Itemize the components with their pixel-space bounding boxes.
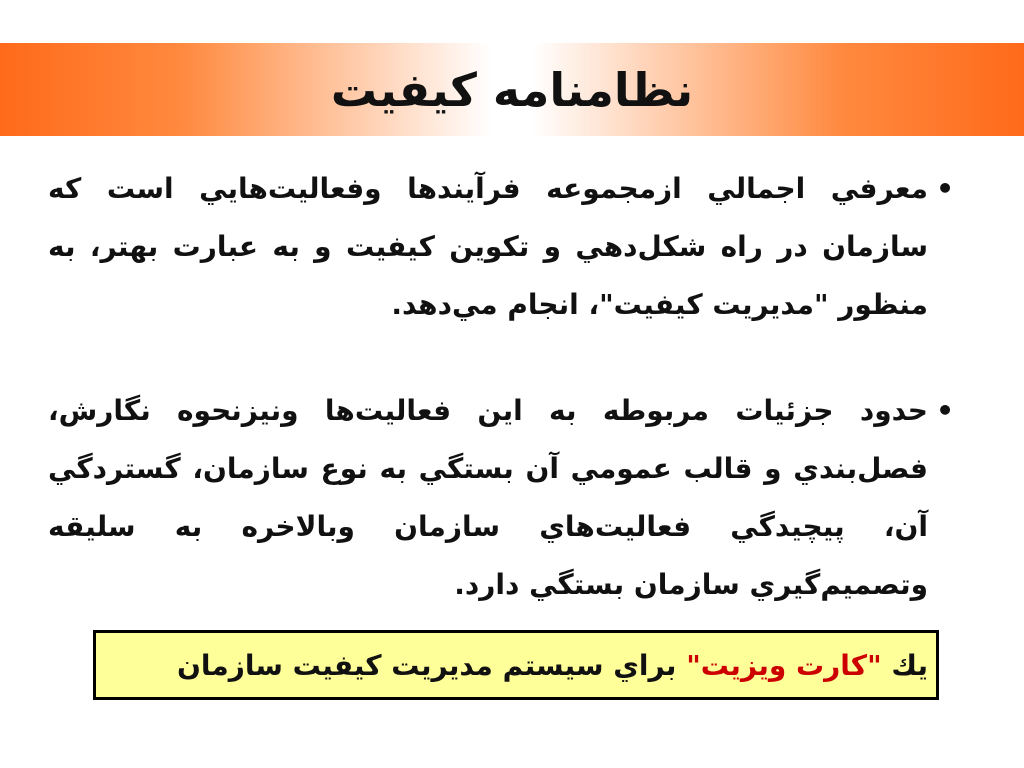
callout-highlight: "کارت ويزيت"	[686, 648, 882, 682]
business-card-callout	[93, 630, 939, 700]
slide-title: نظامنامه کيفيت	[330, 62, 694, 117]
callout-suffix: براي سيستم مديريت کيفيت سازمان	[176, 648, 687, 682]
bullet-item	[48, 160, 954, 334]
bullet-icon: •	[936, 394, 954, 427]
slide-body	[48, 160, 954, 614]
bullet-item	[48, 382, 954, 614]
callout-prefix: يك	[881, 648, 928, 682]
bullet-text: معرفي اجمالي ازمجموعه فرآيندها وفعاليت‌هايي است که سازمان در راه شکل‌دهي و تکوين کيفيت و به عبارت بهتر، به منظور "مديريت کيفيت"، انجام مي‌دهد.	[48, 172, 928, 321]
bullet-text: حدود جزئيات مربوطه به اين فعاليت‌ها ونيزنحوه نگارش، فصل‌بندي و قالب عمومي آن بستگي به نوع سازمان، گستردگي آن، پيچيدگي فعاليت‌هاي سازمان وبالاخره به سليقه وتصميم‌گيري سازمان بستگي دارد.	[48, 394, 928, 601]
bullet-icon: •	[936, 172, 954, 205]
